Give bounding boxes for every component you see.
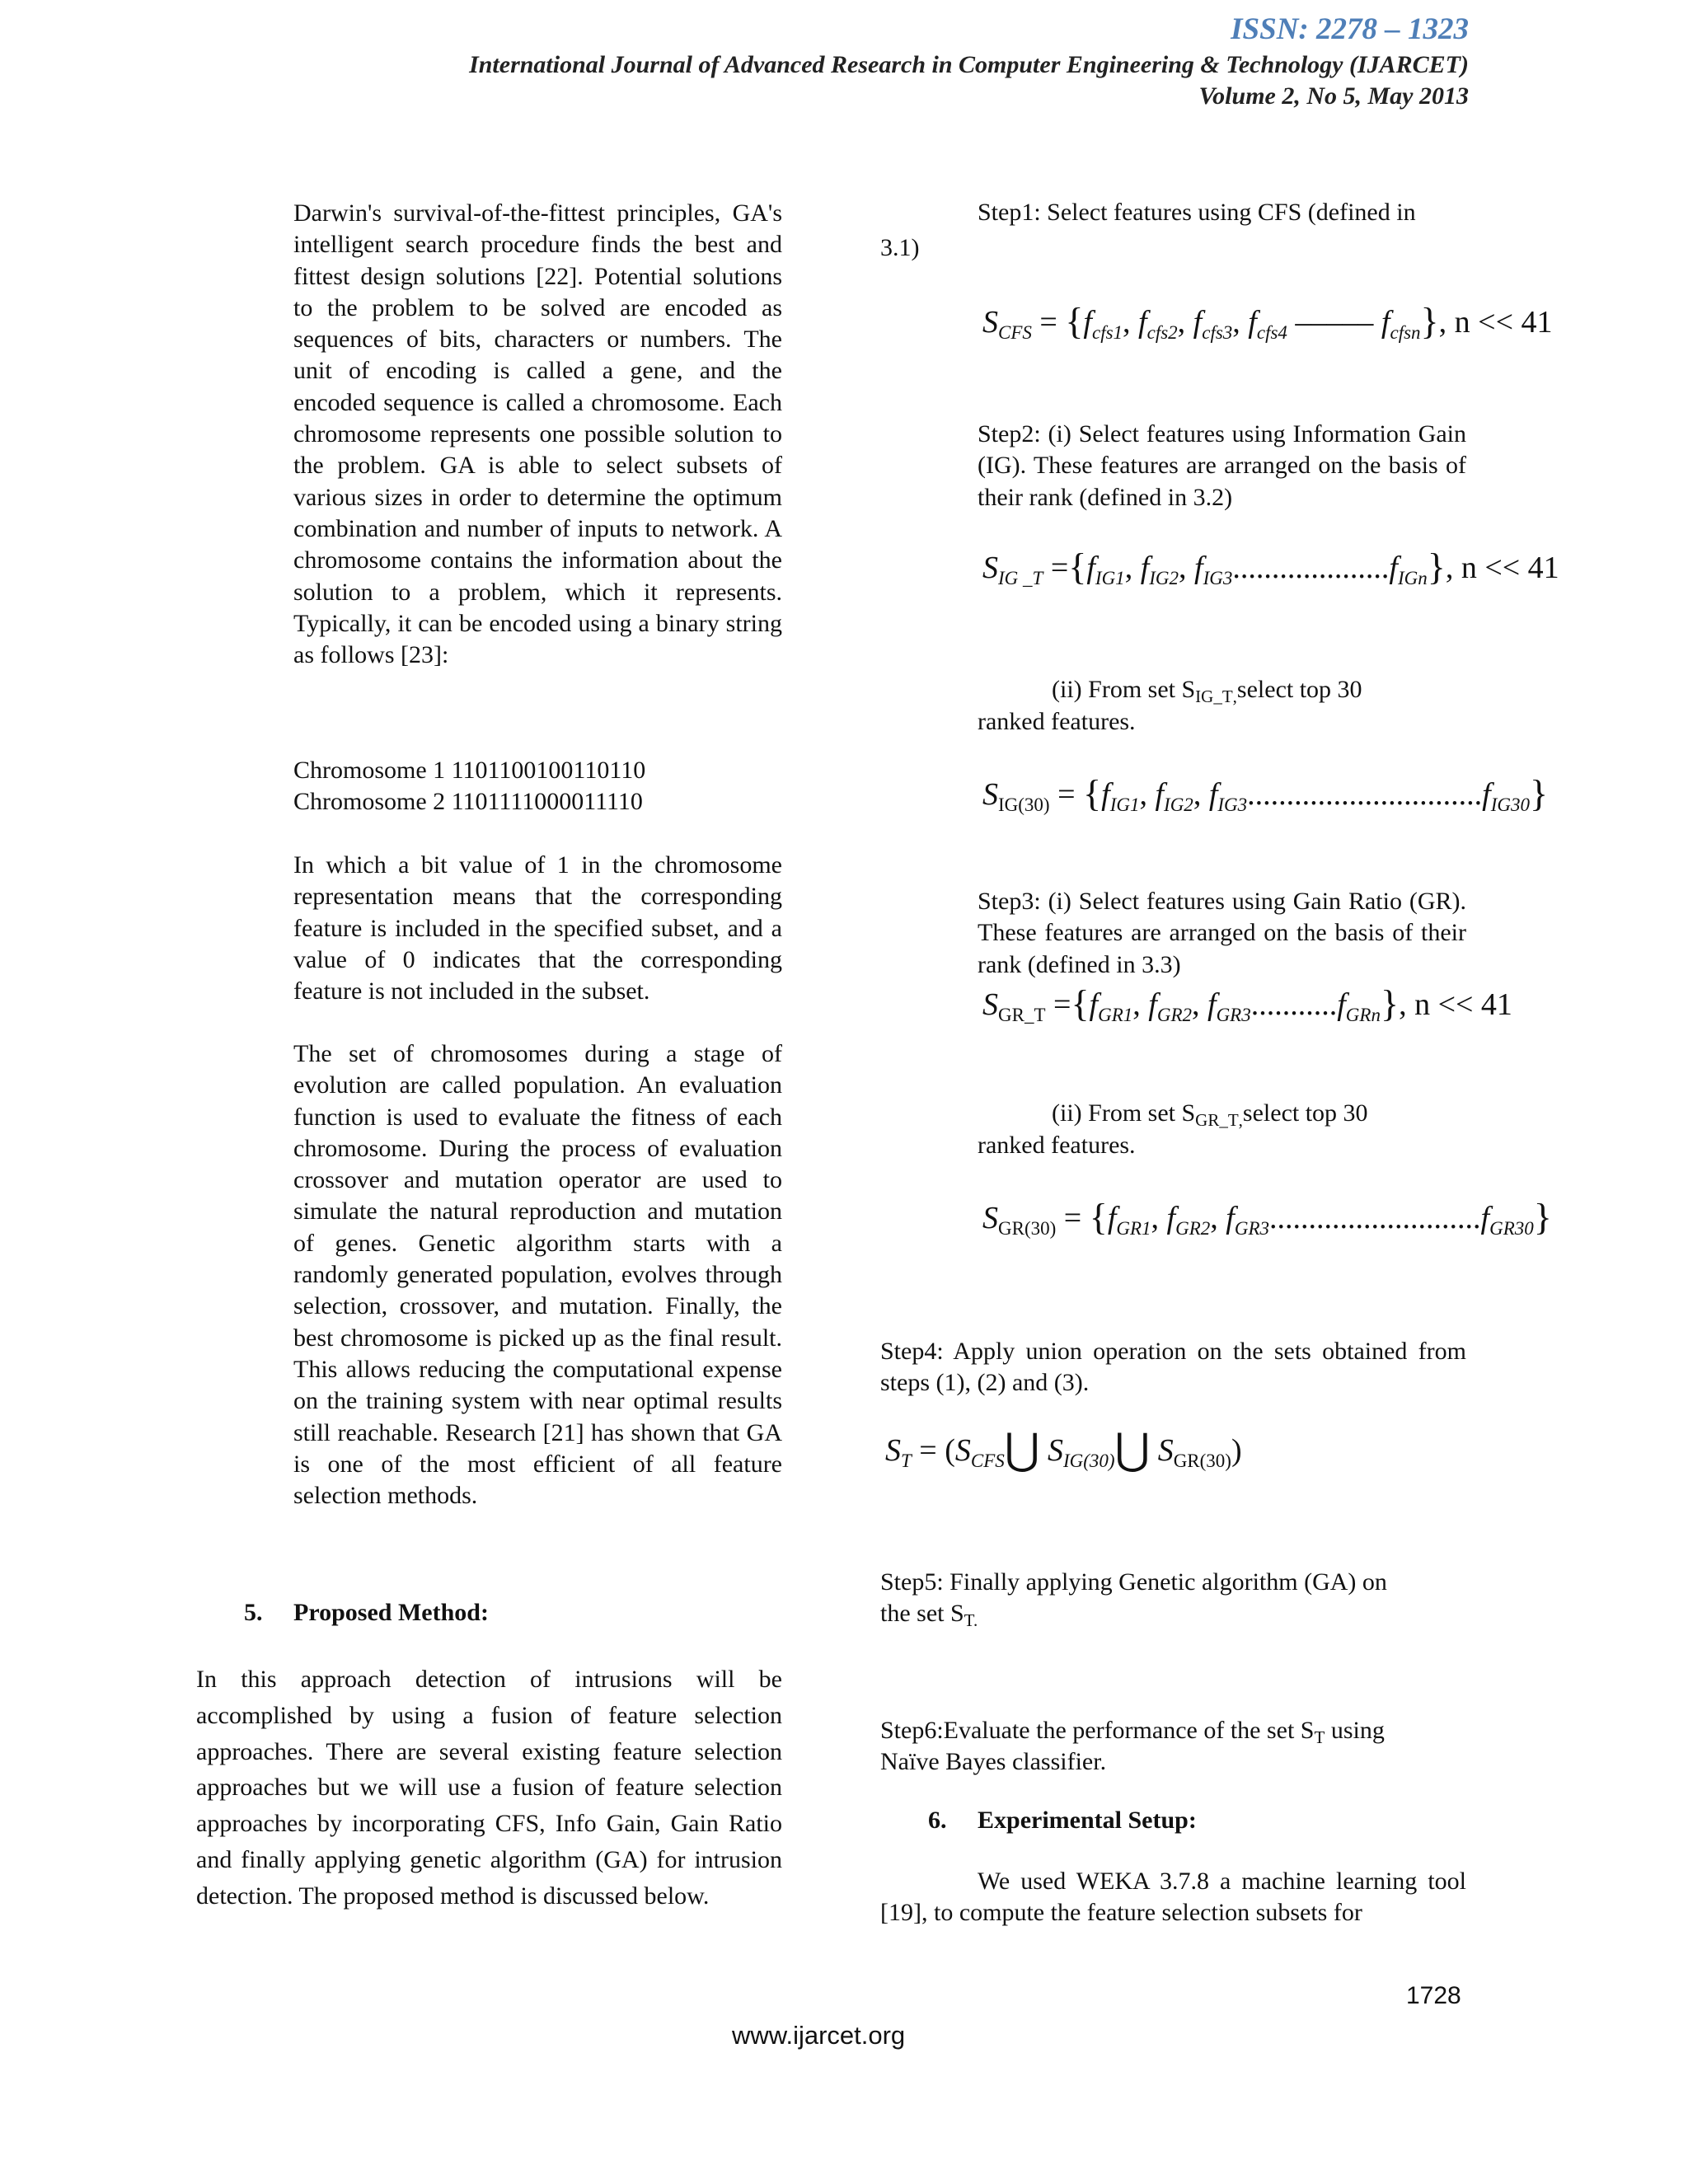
equation-gr-t: $S_{GR\_T} =\{f_{GR1}$, $f_{GR2}$, $f_{GR3}...........f_{GRn}$}, n << 41: [982, 982, 1512, 1025]
equation-ig-t: $S_{IG \_T} =\{f_{IG1}$, $f_{IG2}$, $f_{IG3}....................f_{IGn}$}, n << 41: [982, 546, 1559, 588]
step3-ii-text: (ii) From set $S_{GR\_T,}select$ top 30: [1052, 1099, 1368, 1130]
step4-text: Step4: Apply union operation on the sets obtained from steps (1), (2) and (3).: [880, 1338, 1466, 1397]
journal-title: International Journal of Advanced Research in Computer Engineering & Technology (IJARCET): [469, 51, 1469, 78]
footer-url[interactable]: www.ijarcet.org: [732, 2021, 906, 2050]
section-6-number: 6.: [928, 1807, 947, 1834]
left-paragraph-4: In this approach detection of intrusions will be accomplished by using a fusion of feature selection approaches. There are several existing feature selection approaches but we will use a fusion of feature selection approaches by incorporating CFS, Info Gain, Gain Ratio and finally applying genetic algorithm (GA) for intrusion detection. The proposed method is discussed below.: [196, 1666, 782, 1910]
equation-ig-30: $S_{IG(30)} = \{f_{IG1}$, $f_{IG2}$, $f_{IG3}..............................f_{IG30}$}: [982, 772, 1549, 815]
equation-union: $S_T$ = ($S_{CFS}⋃$ $S_{IG(30)}⋃$ $S_{GR(30)}$): [885, 1427, 1242, 1474]
page-number: 1728: [1406, 1982, 1461, 2009]
section-5-number: 5.: [244, 1599, 263, 1626]
chromosome-2: Chromosome 2 1101111000011110: [293, 788, 643, 815]
issn-header: ISSN: 2278 – 1323: [1231, 12, 1469, 46]
step1-text: Step1: Select features using CFS (defined in: [978, 199, 1416, 226]
left-paragraph-2: In which a bit value of 1 in the chromosome representation means that the corresponding feature is included in the specified subset, and a value of 0 indicates that the corresponding feature is not included in the subset.: [293, 851, 782, 1005]
step1-text-cont: 3.1): [880, 234, 920, 261]
step6-text: Step6:Evaluate the performance of the set $S_T$ using: [880, 1717, 1385, 1747]
step2-ii-text-cont: ranked features.: [978, 708, 1136, 735]
left-paragraph-1: Darwin's survival-of-the-fittest principles, GA's intelligent search procedure finds the best and fittest design solutions [22]. Potential solutions to the problem to be solved are encoded as sequences of bits, characters or numbers. The unit of encoding is called a gene, and the encoded sequence is called a chromosome. Each chromosome represents one possible solution to the problem. GA is able to select subsets of various sizes in order to determine the optimum combination and number of inputs to network. A chromosome contains the information about the solution to a problem, which it represents. Typically, it can be encoded using a binary string as follows [23]:: [293, 199, 782, 669]
step2-ii-text: (ii) From set $S_{IG\_T,}select$ top 30: [1052, 676, 1362, 706]
step5-text: Step5: Finally applying Genetic algorithm (GA) on: [880, 1568, 1387, 1596]
step3-ii-text-cont: ranked features.: [978, 1132, 1136, 1159]
experimental-paragraph: We used WEKA 3.7.8 a machine learning tool [19], to compute the feature selection subsets for: [880, 1868, 1466, 1927]
step2-text: Step2: (i) Select features using Information Gain (IG). These features are arranged on the basis of their rank (defined in 3.2): [978, 420, 1466, 511]
section-6-title: Experimental Setup:: [978, 1807, 1197, 1834]
section-5-title: Proposed Method:: [293, 1599, 489, 1626]
chromosome-1: Chromosome 1 1101100100110110: [293, 757, 646, 784]
left-paragraph-3: The set of chromosomes during a stage of evolution are called population. An evaluation function is used to evaluate the fitness of each chromosome. During the process of evaluation crossover and mutation operator are used to simulate the natural reproduction and mutation of genes. Genetic algorithm starts with a randomly generated population, evolves through selection, crossover, and mutation. Finally, the best chromosome is picked up as the final result. This allows reducing the computational expense on the training system with near optimal results still reachable. Research [21] has shown that GA is one of the most efficient of all feature selection methods.: [293, 1040, 782, 1510]
equation-gr-30: $S_{GR(30)} = \{f_{GR1}$, $f_{GR2}$, $f_{GR3}...........................f_{GR30}$}: [982, 1196, 1552, 1239]
step5-text-cont: the set $S_{T.}$: [880, 1600, 978, 1630]
volume-info: Volume 2, No 5, May 2013: [1198, 82, 1469, 110]
step3-text: Step3: (i) Select features using Gain Ratio (GR). These features are arranged on the basis of their rank (defined in 3.3): [978, 888, 1466, 978]
step6-text-cont: Naïve Bayes classifier.: [880, 1748, 1107, 1775]
equation-cfs: $S_{CFS} = \{f_{cfs1}$, $f_{cfs2}$, $f_{cfs3}$, $f_{cfs4}$ ––––– $f_{cfsn}$}, n << 41: [982, 300, 1553, 343]
